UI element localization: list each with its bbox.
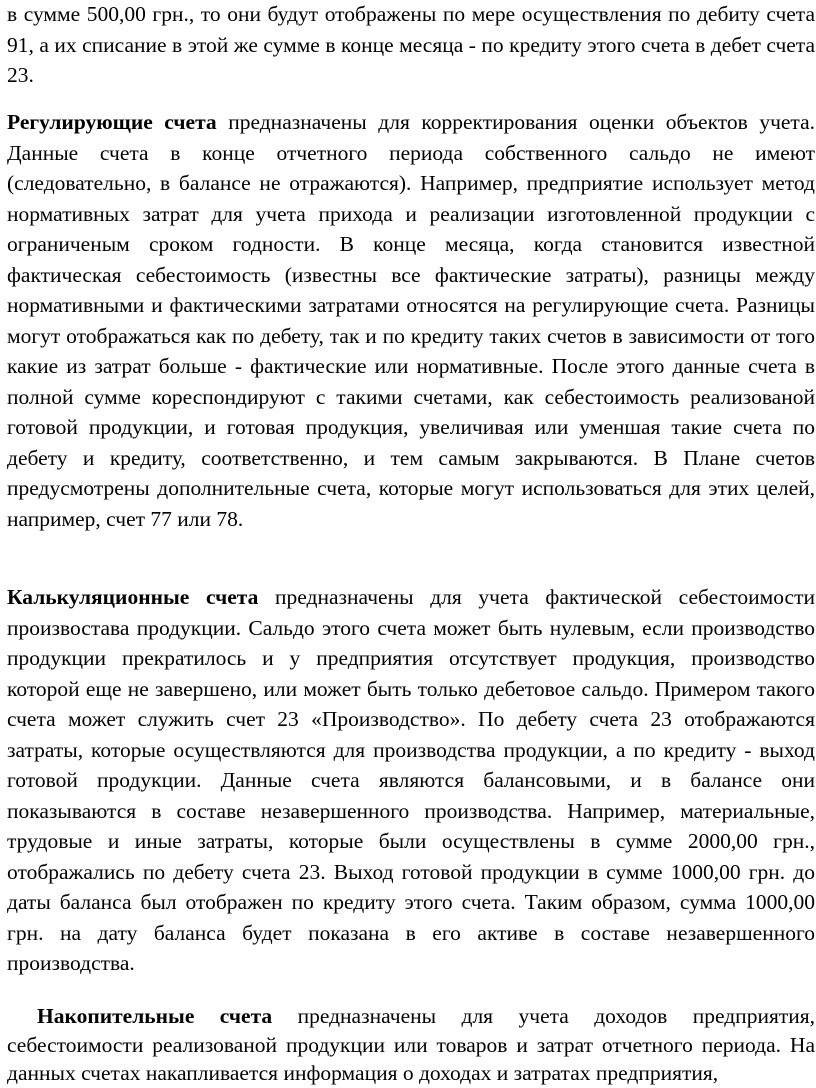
- paragraph-regulating-accounts: [7, 107, 815, 534]
- paragraph-continuation: [7, 0, 815, 91]
- term-regulating-accounts: Регулирующие счета: [7, 110, 217, 134]
- term-costing-accounts: Калькуляционные счета: [7, 585, 259, 609]
- term-accumulating-accounts: Накопительные счета: [37, 1004, 273, 1028]
- paragraph-text: предназначены для учета доходов предприятия, себестоимости реализованой продукции или товаров и затрат отчетного периода. На данных счетах накапливается информация о доходах и затратах предприятия,: [7, 1004, 815, 1085]
- paragraph-accumulating-accounts: [7, 1002, 815, 1088]
- paragraph-text: предназначены для корректирования оценки объектов учета. Данные счета в конце отчетного периода собственного сальдо не имеют (следовательно, в балансе не отражаются). Например, предприятие использует метод нормативных затрат для учета прихода и реализации изготовленной продукции с ограниченым сроком годности. В конце месяца, когда становится известной фактическая себестоимость (известны все фактические затраты), разницы между нормативными и фактическими затратами относятся на регулирующие счета. Разницы могут отображаться как по дебету, так и по кредиту таких счетов в зависимости от того какие из затрат больше - фактические или нормативные. После этого данные счета в полной сумме кореспондируют с такими счетами, как себестоимость реализованой готовой продукции, и готовая продукция, увеличивая или уменшая такие счета по дебету и кредиту, соответственно, и тем самым закрываются. В Плане счетов предусмотрены дополнительные счета, которые могут использоваться для этих целей, например, счет 77 или 78.: [7, 110, 816, 531]
- paragraph-costing-accounts: [7, 582, 815, 979]
- paragraph-text: предназначены для учета фактической себестоимости произвостава продукции. Сальдо этого счета может быть нулевым, если производство продукции прекратилось и у предприятия отсутствует продукция, производство которой еще не завершено, или может быть только дебетовое сальдо. Примером такого счета может служить счет 23 «Производство». По дебету счета 23 отображаются затраты, которые осуществляются для производства продукции, а по кредиту - выход готовой продукции. Данные счета являются балансовыми, и в балансе они показываются в составе незавершенного производства. Например, материальные, трудовые и иные затраты, которые были осуществлены в сумме 2000,00 грн., отображались по дебету счета 23. Выход готовой продукции в сумме 1000,00 грн. до даты баланса был отображен по кредиту этого счета. Таким образом, сумма 1000,00 грн. на дату баланса будет показана в его активе в составе незавершенного производства.: [7, 585, 816, 975]
- paragraph-text: в сумме 500,00 грн., то они будут отображены по мере осуществления по дебиту счета 91, а их списание в этой же сумме в конце месяца - по кредиту этого счета в дебет счета 23.: [7, 2, 815, 87]
